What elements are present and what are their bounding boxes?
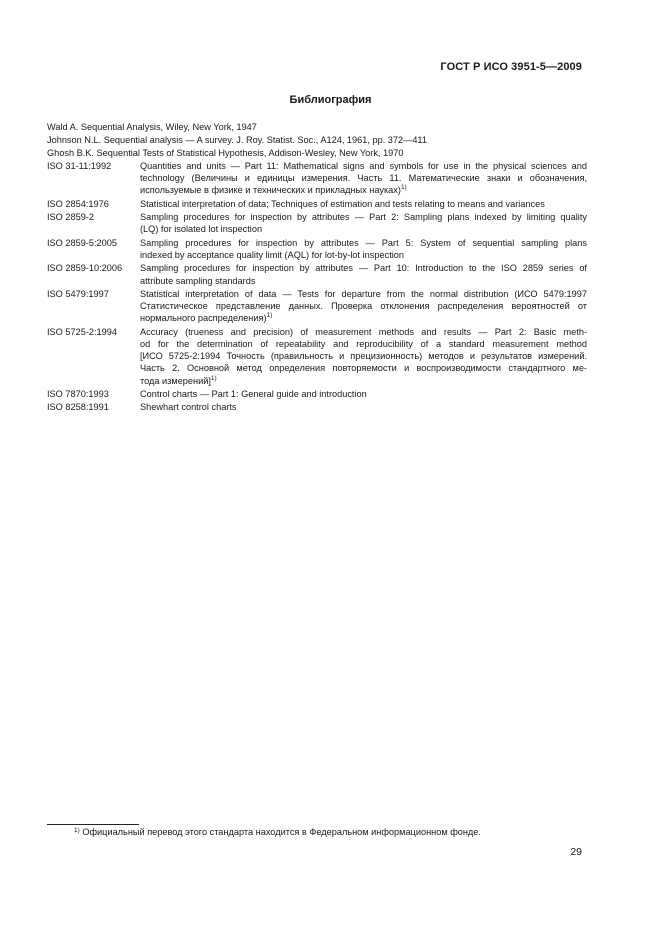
iso-code: ISO 2859-10:2006: [47, 263, 123, 274]
iso-description: [140, 211, 587, 235]
reference-item: Johnson N.L. Sequential analysis — A survey. J. Roy. Statist. Soc., A124, 1961, pp. 372—411: [47, 135, 427, 145]
description-line: Sampling procedures for inspection by attributes — Part 5: System of sequential sampling plans: [140, 237, 587, 248]
description-line: (LQ) for isolated lot inspection: [140, 224, 263, 235]
iso-reference-row: [47, 211, 587, 235]
footnote-mark: 1): [266, 312, 273, 320]
reference-item: Ghosh B.K. Sequential Tests of Statistical Hypothesis, Addison-Wesley, New York, 1970: [47, 148, 404, 158]
iso-reference-row: [47, 262, 587, 286]
iso-description: [140, 388, 587, 400]
iso-reference-row: [47, 160, 587, 197]
description-line: Sampling procedures for inspection by attributes — Part 2: Sampling plans indexed by limiting quality: [140, 212, 587, 223]
description-line: Shewhart control charts: [140, 402, 237, 413]
iso-description: [140, 288, 587, 325]
description-line: indexed by acceptance quality limit (AQL) for lot-by-lot inspection: [140, 249, 405, 260]
iso-code: ISO 2859-5:2005: [47, 237, 117, 248]
footnote-mark: 1): [400, 184, 407, 192]
standard-id: ГОСТ Р ИСО 3951-5—2009: [440, 61, 582, 73]
description-line: Statistical interpretation of data; Techniques of estimation and tests relating to means and variances: [140, 198, 545, 209]
description-line: нормального распределения)$^{1)}$: [140, 312, 273, 324]
footnote-mark: 1): [74, 827, 80, 834]
iso-reference-row: [47, 198, 587, 210]
description-line: Статистическое представление данных. Проверка отклонения распределения вероятностей от: [140, 301, 587, 312]
iso-reference-row: [47, 326, 587, 387]
iso-description: [140, 401, 587, 413]
iso-reference-list: [47, 160, 587, 415]
iso-reference-row: [47, 288, 587, 325]
description-line: [ИСО 5725-2:1994 Точность (правильность и прецизионность) методов и результатов измерений.: [140, 351, 587, 362]
iso-description: [140, 262, 587, 286]
page-number: 29: [570, 846, 582, 858]
iso-description: [140, 237, 587, 261]
reference-item: Wald A. Sequential Analysis, Wiley, New York, 1947: [47, 122, 257, 132]
description-line: Quantities and units — Part 11: Mathematical signs and symbols for use in the physical sciences and: [140, 161, 587, 171]
iso-code: ISO 2854:1976: [47, 198, 109, 209]
plain-references: [47, 121, 587, 160]
iso-reference-row: [47, 237, 587, 261]
iso-description: [140, 198, 587, 210]
iso-code: ISO 5479:1997: [47, 288, 109, 299]
iso-reference-row: [47, 388, 587, 400]
description-line: используемые в физике и технических и прикладных науках)$^{1)}$: [140, 184, 407, 196]
iso-description: [140, 160, 587, 197]
bibliography-title: Библиография: [289, 94, 372, 106]
description-line: Accuracy (trueness and precision) of measurement methods and results — Part 2: Basic meth-: [140, 326, 587, 337]
iso-code: ISO 2859-2: [47, 212, 94, 223]
description-line: Control charts — Part 1: General guide and introduction: [140, 388, 367, 399]
description-line: тода измерений]$^{1)}$: [140, 374, 217, 386]
footnote-divider: [47, 824, 139, 825]
description-line: Sampling procedures for inspection by attributes — Part 10: Introduction to the ISO 2859 series of: [140, 263, 587, 274]
description-line: Часть 2. Основной метод определения повторяемости и воспроизводимости стандартного ме-: [140, 363, 587, 374]
footnote-text: Официальный перевод этого стандарта находится в Федеральном информационном фонде.: [82, 827, 481, 837]
iso-description: [140, 326, 587, 387]
description-line: od for the determination of repeatability and reproducibility of a standard measurement method: [140, 338, 587, 349]
document-header: [440, 61, 582, 73]
iso-code: ISO 5725-2:1994: [47, 326, 117, 337]
description-line: technology (Величины и единицы измерения. Часть 11. Математические знаки и обозначения,: [140, 173, 587, 184]
iso-code: ISO 31-11:1992: [47, 161, 112, 171]
description-line: Statistical interpretation of data — Tests for departure from the normal distribution (ИСО 5479:1997: [140, 288, 587, 299]
description-line: attribute sampling standards: [140, 275, 256, 286]
iso-reference-row: [47, 401, 587, 413]
footnote-mark: 1): [210, 374, 217, 382]
iso-code: ISO 7870:1993: [47, 388, 109, 399]
footnote: [74, 827, 481, 837]
iso-code: ISO 8258:1991: [47, 402, 109, 413]
